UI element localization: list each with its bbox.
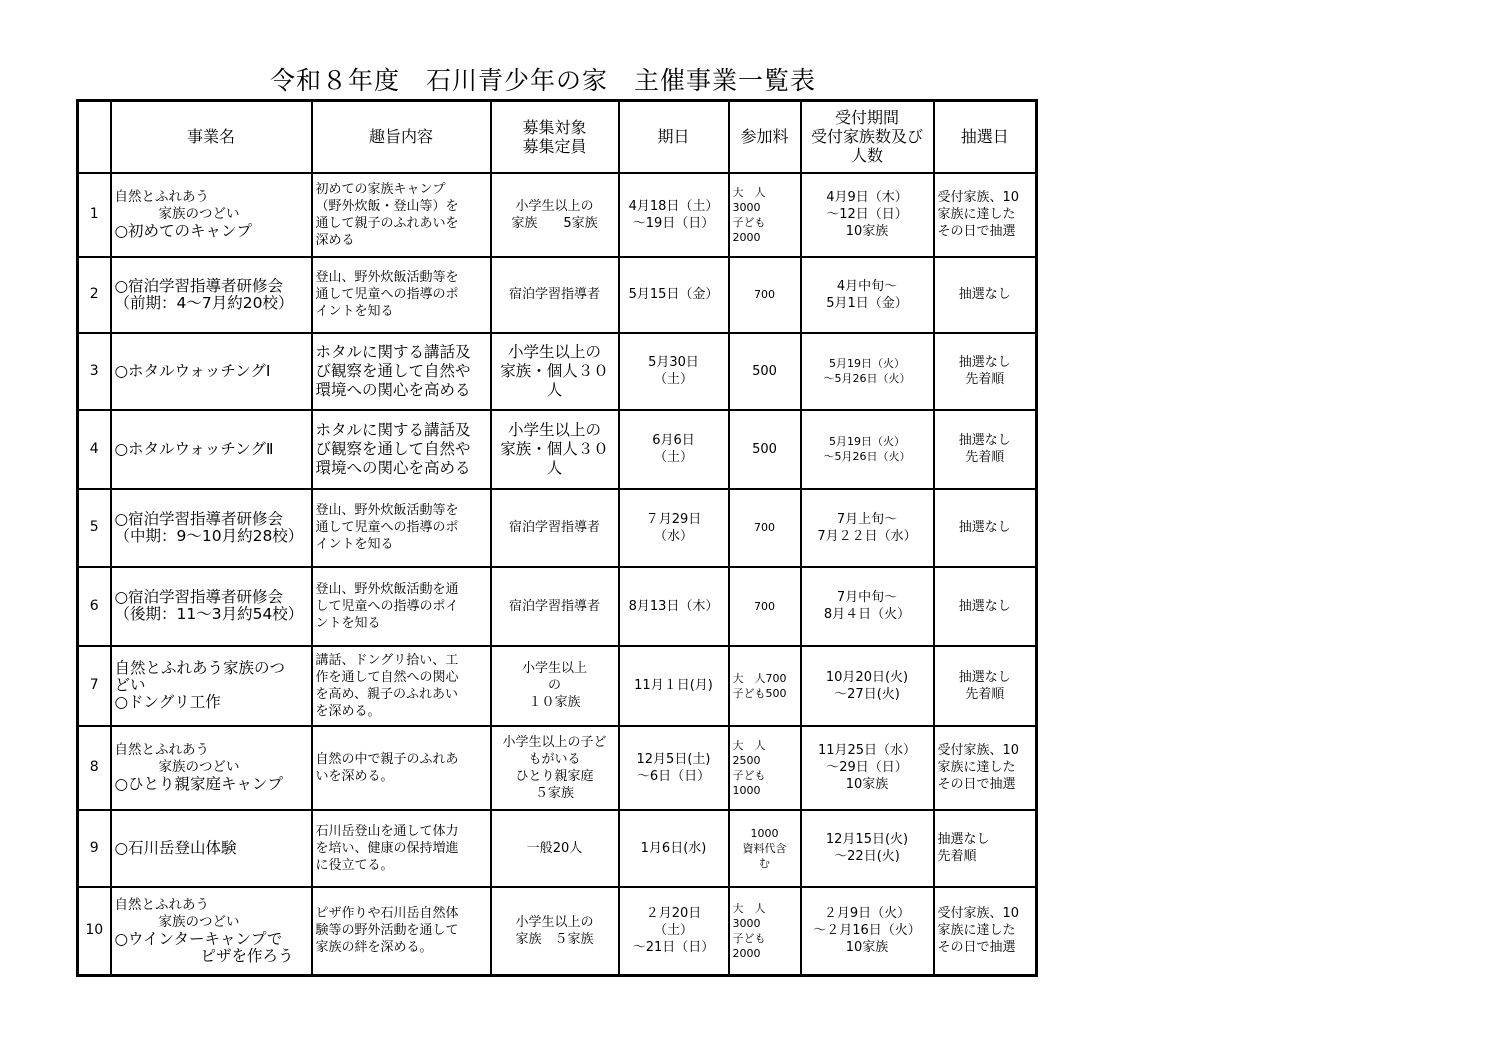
- event-target: 小学生以上の 家族 ５家族: [491, 887, 619, 976]
- table-row: [78, 410, 1037, 489]
- event-period: 11月25日（水） ～29日（日） 10家族: [801, 726, 934, 810]
- event-lottery: 抽選なし 先着順: [934, 333, 1037, 410]
- event-content: 石川岳登山を通して体力 を培い、健康の保持増進 に役立てる。: [312, 810, 491, 887]
- event-target: 小学生以上の子ど もがいる ひとり親家庭 ５家族: [491, 726, 619, 810]
- event-name-line: ○宿泊学習指導者研修会: [114, 509, 284, 528]
- row-number: 1: [78, 173, 111, 257]
- event-name-line: ○初めてのキャンプ: [114, 222, 253, 240]
- event-target: 小学生以上の 家族・個人３０ 人: [491, 333, 619, 410]
- event-period: ２月9日（火） ～２月16日（火） 10家族: [801, 887, 934, 976]
- event-name-cell: [111, 646, 312, 726]
- table-row: [78, 173, 1037, 257]
- event-date: ７月29日 （水）: [619, 489, 729, 567]
- event-period: 4月9日（木） ～12日（日） 10家族: [801, 173, 934, 257]
- table-body: [78, 173, 1037, 976]
- row-number: 2: [78, 257, 111, 333]
- event-fee: 500: [729, 410, 801, 489]
- event-name-cell: [111, 489, 312, 567]
- event-content: ホタルに関する講話及 び観察を通して自然や 環境への関心を高める: [312, 410, 491, 489]
- event-name-line: ピザを作ろう: [200, 946, 294, 965]
- header-content: 趣旨内容: [312, 101, 491, 173]
- row-number: 7: [78, 646, 111, 726]
- table-row: [78, 887, 1037, 976]
- event-name-line: （後期：11～3月約54校）: [114, 605, 304, 623]
- event-lottery: 受付家族、10 家族に達した その日で抽選: [934, 887, 1037, 976]
- event-period: 10月20日(火) ～27日(火): [801, 646, 934, 726]
- event-content: ホタルに関する講話及 び観察を通して自然や 環境への関心を高める: [312, 333, 491, 410]
- event-content: 自然の中で親子のふれあ いを深める。: [312, 726, 491, 810]
- row-number: 6: [78, 567, 111, 646]
- table-row: [78, 810, 1037, 887]
- event-fee: 大 人 3000 子ども 2000: [729, 173, 801, 257]
- event-name-cell: [111, 567, 312, 646]
- event-target: 小学生以上の 家族 5家族: [491, 173, 619, 257]
- event-date: 5月15日（金）: [619, 257, 729, 333]
- event-period: 12月15日(火) ～22日(火): [801, 810, 934, 887]
- row-number: 3: [78, 333, 111, 410]
- event-name-line: （前期：4～7月約20校）: [114, 293, 294, 312]
- event-date: 8月13日（木）: [619, 567, 729, 646]
- event-lottery: 抽選なし 先着順: [934, 646, 1037, 726]
- event-name-line: 自然とふれあう家族のつ どい: [114, 659, 286, 694]
- event-name-line: 家族のつどい: [158, 913, 240, 930]
- event-name-cell: [111, 173, 312, 257]
- event-name-line: 自然とふれあう: [114, 189, 209, 205]
- event-name-cell: [111, 810, 312, 887]
- header-no: [78, 101, 111, 173]
- table-row: [78, 726, 1037, 810]
- events-table: [76, 99, 1038, 977]
- event-content: 登山、野外炊飯活動等を 通して児童への指導のポ イントを知る: [312, 257, 491, 333]
- event-fee: 1000 資料代含 む: [729, 810, 801, 887]
- row-number: 5: [78, 489, 111, 567]
- event-date: 12月5日(土) ～6日（日）: [619, 726, 729, 810]
- event-fee: 700: [729, 567, 801, 646]
- event-fee: 500: [729, 333, 801, 410]
- event-name-line: ○ホタルウォッチングⅡ: [114, 439, 274, 458]
- event-name-line: 家族のつどい: [158, 206, 240, 222]
- event-period: 4月中旬～ 5月1日（金）: [801, 257, 934, 333]
- event-name-cell: [111, 887, 312, 976]
- event-name-cell: [111, 410, 312, 489]
- event-period: 7月上旬～ 7月２２日（水）: [801, 489, 934, 567]
- table-row: [78, 257, 1037, 333]
- event-fee: 700: [729, 489, 801, 567]
- event-period: 7月中旬～ 8月４日（火）: [801, 567, 934, 646]
- event-fee: 大 人 3000 子ども 2000: [729, 887, 801, 976]
- event-date: 11月１日(月): [619, 646, 729, 726]
- event-lottery: 抽選なし: [934, 489, 1037, 567]
- event-name-line: （中期：9～10月約28校）: [114, 526, 304, 545]
- event-lottery: 抽選なし: [934, 257, 1037, 333]
- event-fee: 大 人700 子ども500: [729, 646, 801, 726]
- event-date: 6月6日 （土）: [619, 410, 729, 489]
- page-title: 令和８年度 石川青少年の家 主催事業一覧表: [270, 66, 817, 95]
- event-date: 5月30日 （土）: [619, 333, 729, 410]
- event-content: ピザ作りや石川岳自然体 験等の野外活動を通して 家族の絆を深める。: [312, 887, 491, 976]
- event-name-cell: [111, 257, 312, 333]
- row-number: 8: [78, 726, 111, 810]
- table-header-row: [78, 101, 1037, 173]
- event-name-line: ○宿泊学習指導者研修会: [114, 276, 284, 295]
- table-row: [78, 489, 1037, 567]
- event-target: 小学生以上の 家族・個人３０ 人: [491, 410, 619, 489]
- event-period: 5月19日（火） ～5月26日（火）: [801, 410, 934, 489]
- table-row: [78, 567, 1037, 646]
- header-event-name: 事業名: [111, 101, 312, 173]
- event-fee: 大 人 2500 子ども 1000: [729, 726, 801, 810]
- event-target: 一般20人: [491, 810, 619, 887]
- header-period: 受付期間 受付家族数及び 人数: [801, 101, 934, 173]
- event-name-line: ○ホタルウォッチングⅠ: [114, 361, 271, 380]
- event-date: 1月6日(水): [619, 810, 729, 887]
- event-content: 登山、野外炊飯活動を通 して児童への指導のポイ ントを知る: [312, 567, 491, 646]
- event-lottery: 抽選なし: [934, 567, 1037, 646]
- event-date: ２月20日 （土） ～21日（日）: [619, 887, 729, 976]
- event-target: 宿泊学習指導者: [491, 567, 619, 646]
- event-name-line: ○宿泊学習指導者研修会: [114, 588, 284, 606]
- event-name-line: ○石川岳登山体験: [114, 838, 237, 857]
- event-date: 4月18日（土） ～19日（日）: [619, 173, 729, 257]
- event-name-line: 自然とふれあう: [114, 742, 209, 758]
- event-name-line: ○ウインターキャンプで: [114, 929, 283, 948]
- event-lottery: 受付家族、10 家族に達した その日で抽選: [934, 173, 1037, 257]
- event-name-line: 家族のつどい: [158, 759, 240, 775]
- row-number: 4: [78, 410, 111, 489]
- event-content: 初めての家族キャンプ （野外炊飯・登山等）を 通して親子のふれあいを 深める: [312, 173, 491, 257]
- table-row: [78, 646, 1037, 726]
- event-target: 宿泊学習指導者: [491, 489, 619, 567]
- event-target: 小学生以上 の １０家族: [491, 646, 619, 726]
- event-period: 5月19日（火） ～5月26日（火）: [801, 333, 934, 410]
- header-target: 募集対象 募集定員: [491, 101, 619, 173]
- event-lottery: 受付家族、10 家族に達した その日で抽選: [934, 726, 1037, 810]
- header-fee: 参加料: [729, 101, 801, 173]
- event-name-line: 自然とふれあう: [114, 896, 209, 913]
- event-fee: 700: [729, 257, 801, 333]
- event-target: 宿泊学習指導者: [491, 257, 619, 333]
- event-content: 講話、ドングリ拾い、工 作を通して自然への関心 を高め、親子のふれあい を深める。: [312, 646, 491, 726]
- event-lottery: 抽選なし 先着順: [934, 410, 1037, 489]
- event-content: 登山、野外炊飯活動等を 通して児童への指導のポ イントを知る: [312, 489, 491, 567]
- event-name-line: ○ドングリ工作: [114, 693, 221, 711]
- event-name-line: ○ひとり親家庭キャンプ: [114, 775, 284, 793]
- event-lottery: 抽選なし 先着順: [934, 810, 1037, 887]
- event-name-cell: [111, 333, 312, 410]
- header-lottery: 抽選日: [934, 101, 1037, 173]
- row-number: 10: [78, 887, 111, 976]
- header-date: 期日: [619, 101, 729, 173]
- table-row: [78, 333, 1037, 410]
- row-number: 9: [78, 810, 111, 887]
- event-name-cell: [111, 726, 312, 810]
